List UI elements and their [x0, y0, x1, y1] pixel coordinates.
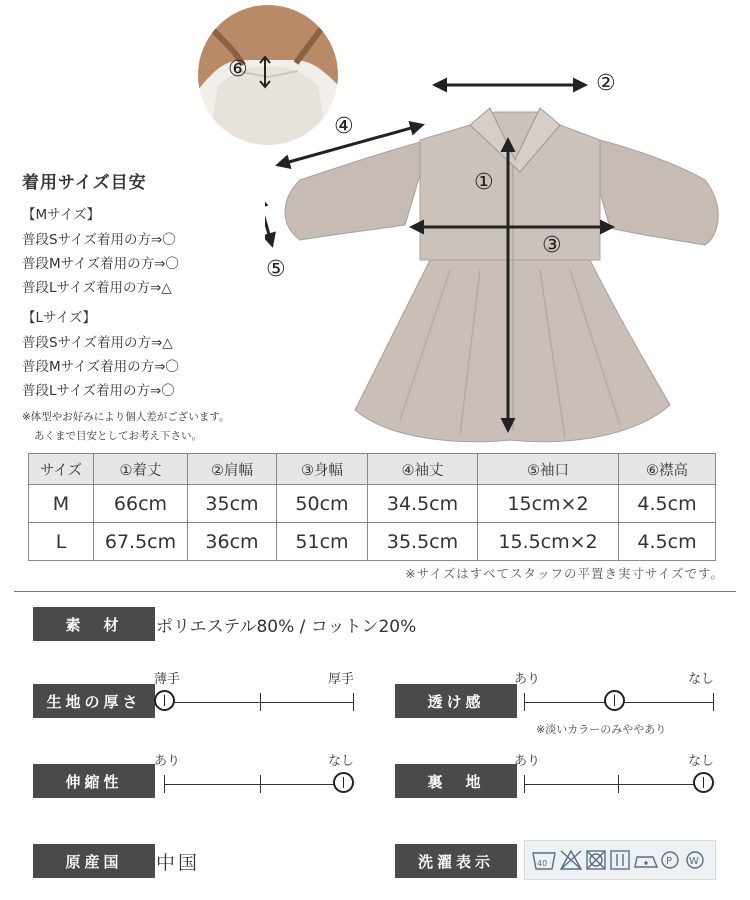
- thickness-indicator-icon: [154, 690, 175, 711]
- care-symbols-strip: [524, 840, 716, 880]
- lining-left-label: あり: [514, 754, 541, 769]
- lining-right-label: なし: [687, 754, 714, 769]
- svg-text:P: P: [666, 856, 673, 867]
- m-size-line-2: 普段Mサイズ着用の方⇒〇: [22, 256, 179, 272]
- table-header: ③身幅: [277, 454, 368, 485]
- table-cell: 4.5cm: [619, 485, 716, 523]
- transparency-note: ※淡いカラーのみややあり: [536, 723, 667, 736]
- table-cell: 67.5cm: [94, 523, 188, 561]
- scale-bar: [164, 784, 354, 785]
- stretch-right-label: なし: [327, 754, 354, 769]
- marker-5: ⑤: [266, 257, 286, 282]
- thickness-right-label: 厚手: [327, 672, 354, 687]
- transparency-scale: [514, 668, 714, 728]
- l-size-line-1: 普段Sサイズ着用の方⇒△: [22, 335, 173, 351]
- stretch-left-label: あり: [154, 754, 181, 769]
- table-cell: 50cm: [277, 485, 368, 523]
- m-size-line-3: 普段Lサイズ着用の方⇒△: [22, 280, 172, 296]
- transparency-left-label: あり: [514, 672, 541, 687]
- size-table-note: ※サイズはすべてスタッフの平置き実寸サイズです。: [405, 566, 724, 581]
- stretch-scale: [154, 750, 354, 810]
- table-header: ⑤袖口: [478, 454, 619, 485]
- table-cell: M: [29, 485, 94, 523]
- transparency-indicator-icon: [604, 690, 625, 711]
- svg-text:W: W: [689, 856, 699, 867]
- stretch-label: 伸縮性: [33, 764, 155, 798]
- thickness-scale: [154, 668, 354, 728]
- size-guide-title: 着用サイズ目安: [22, 173, 147, 193]
- scale-tick: [713, 693, 714, 711]
- m-size-line-1: 普段Sサイズ着用の方⇒〇: [22, 232, 176, 248]
- marker-3: ③: [542, 233, 562, 258]
- table-cell: 34.5cm: [368, 485, 478, 523]
- table-header: ⑥襟高: [619, 454, 716, 485]
- table-header: サイズ: [29, 454, 94, 485]
- l-size-line-2: 普段Mサイズ着用の方⇒〇: [22, 359, 179, 375]
- table-cell: 51cm: [277, 523, 368, 561]
- material-value: ポリエステル80% / コットン20%: [156, 617, 417, 637]
- marker-4: ④: [334, 114, 354, 139]
- lining-indicator-icon: [693, 772, 714, 793]
- table-header: ①着丈: [94, 454, 188, 485]
- table-header: ④袖丈: [368, 454, 478, 485]
- scale-tick: [353, 693, 354, 711]
- dry-clean-p-icon: [662, 852, 678, 868]
- wet-clean-w-icon: [687, 852, 703, 868]
- table-cell: L: [29, 523, 94, 561]
- origin-value: 中国: [156, 852, 201, 874]
- table-row: [29, 485, 716, 523]
- scale-tick: [524, 775, 525, 793]
- scale-bar: [524, 784, 714, 785]
- scale-tick: [164, 775, 165, 793]
- l-size-line-3: 普段Lサイズ着用の方⇒〇: [22, 383, 175, 399]
- l-size-header: 【Lサイズ】: [22, 310, 96, 326]
- table-cell: 15cm×2: [478, 485, 619, 523]
- svg-text:40: 40: [537, 859, 548, 868]
- lining-scale: [514, 750, 714, 810]
- marker-2: ②: [596, 71, 616, 96]
- origin-label: 原産国: [33, 844, 155, 878]
- transparency-label: 透け感: [395, 684, 517, 718]
- line-dry-icon: [611, 851, 629, 869]
- iron-low-icon: [635, 857, 657, 867]
- table-cell: 36cm: [188, 523, 277, 561]
- scale-bar: [164, 702, 354, 703]
- table-cell: 35cm: [188, 485, 277, 523]
- wash-40-icon: [533, 853, 555, 869]
- size-guide-note-2: あくまで目安としてお考え下さい。: [34, 430, 202, 442]
- size-table-header-row: [29, 454, 716, 485]
- stretch-indicator-icon: [333, 772, 354, 793]
- table-cell: 15.5cm×2: [478, 523, 619, 561]
- table-cell: 35.5cm: [368, 523, 478, 561]
- no-tumble-dry-icon: [587, 851, 605, 869]
- size-guide-note-1: ※体型やお好みにより個人差がございます。: [22, 411, 230, 423]
- transparency-right-label: なし: [687, 672, 714, 687]
- scale-tick: [524, 693, 525, 711]
- thickness-left-label: 薄手: [154, 672, 181, 687]
- scale-tick: [260, 775, 261, 793]
- thickness-label: 生地の厚さ: [33, 684, 155, 718]
- scale-tick: [618, 775, 619, 793]
- lining-label: 裏 地: [395, 764, 517, 798]
- scale-tick: [260, 693, 261, 711]
- size-table: [28, 453, 716, 561]
- material-label: 素 材: [33, 607, 155, 641]
- table-cell: 66cm: [94, 485, 188, 523]
- marker-1: ①: [474, 170, 494, 195]
- care-label: 洗濯表示: [395, 844, 517, 878]
- table-header: ②肩幅: [188, 454, 277, 485]
- marker-6: ⑥: [228, 57, 248, 82]
- table-cell: 4.5cm: [619, 523, 716, 561]
- section-divider: [14, 591, 736, 592]
- m-size-header: 【Mサイズ】: [22, 207, 101, 223]
- table-row: [29, 523, 716, 561]
- no-bleach-icon: [561, 851, 581, 869]
